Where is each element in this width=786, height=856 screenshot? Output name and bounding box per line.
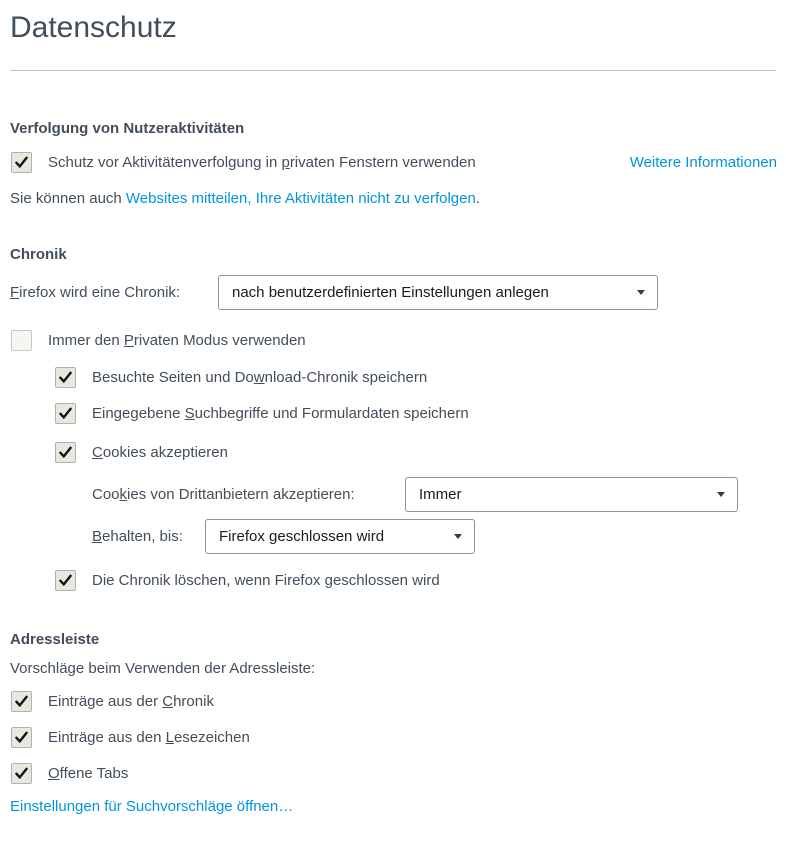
tracking-protection-label: Schutz vor Aktivitätenverfolgung in privaten Fenstern verwenden: [48, 154, 476, 171]
clear-on-close-checkbox[interactable]: [55, 570, 76, 591]
title-divider: [10, 70, 776, 71]
always-private-checkbox[interactable]: [11, 330, 32, 351]
locationbar-intro-text: Vorschläge beim Verwenden der Adressleiste:: [10, 660, 316, 677]
do-not-track-sentence: Sie können auch Websites mitteilen, Ihre Aktivitäten nicht zu verfolgen.: [10, 190, 480, 207]
always-private-label: Immer den Privaten Modus verwenden: [48, 332, 306, 349]
check-icon: [58, 445, 73, 460]
check-icon: [14, 694, 29, 709]
suggest-bookmarks-row: [11, 727, 776, 748]
suggest-open-tabs-checkbox[interactable]: [11, 763, 32, 784]
page-title: Datenschutz: [10, 11, 177, 44]
section-heading-tracking: Verfolgung von Nutzeraktivitäten: [10, 120, 245, 137]
clear-on-close-label: Die Chronik löschen, wenn Firefox geschlossen wird: [92, 572, 440, 589]
accept-cookies-label: Cookies akzeptieren: [92, 444, 228, 461]
third-party-cookies-label: Cookies von Drittanbietern akzeptieren:: [92, 486, 355, 503]
chevron-down-icon: [637, 290, 645, 295]
search-suggestions-line: [10, 797, 776, 817]
search-suggestions-settings-link[interactable]: Einstellungen für Suchvorschläge öffnen…: [10, 798, 294, 815]
suggest-open-tabs-row: [11, 763, 776, 784]
learn-more-link[interactable]: Weitere Informationen: [629, 154, 777, 171]
chevron-down-icon: [717, 492, 725, 497]
chevron-down-icon: [454, 534, 462, 539]
remember-history-label: Besuchte Seiten und Download-Chronik speichern: [92, 369, 428, 386]
tracking-protection-checkbox[interactable]: [11, 152, 32, 173]
remember-history-checkbox[interactable]: [55, 367, 76, 388]
section-heading-history: Chronik: [10, 246, 67, 263]
third-party-cookies-select-value: Immer: [419, 486, 462, 503]
check-icon: [58, 573, 73, 588]
suggest-history-label: Einträge aus der Chronik: [48, 693, 214, 710]
remember-forms-row: [55, 403, 776, 424]
check-icon: [58, 370, 73, 385]
keep-until-select[interactable]: [205, 519, 475, 554]
third-party-cookies-row: [92, 477, 738, 512]
third-party-cookies-select[interactable]: [405, 477, 738, 512]
always-private-row: [11, 330, 776, 351]
remember-forms-checkbox[interactable]: [55, 403, 76, 424]
suggest-bookmarks-label: Einträge aus den Lesezeichen: [48, 729, 250, 746]
history-mode-row: [10, 275, 658, 310]
history-mode-select[interactable]: [218, 275, 658, 310]
check-icon: [58, 406, 73, 421]
history-mode-select-value: nach benutzerdefinierten Einstellungen anlegen: [232, 284, 549, 301]
suggest-history-checkbox[interactable]: [11, 691, 32, 712]
clear-on-close-row: [55, 570, 776, 591]
do-not-track-link[interactable]: Websites mitteilen, Ihre Aktivitäten nicht zu verfolgen: [125, 190, 476, 207]
accept-cookies-row: [55, 442, 776, 463]
remember-forms-label: Eingegebene Suchbegriffe und Formulardaten speichern: [92, 405, 469, 422]
remember-history-row: [55, 367, 776, 388]
keep-until-label: Behalten, bis:: [92, 528, 183, 545]
check-icon: [14, 730, 29, 745]
accept-cookies-checkbox[interactable]: [55, 442, 76, 463]
history-mode-label: Firefox wird eine Chronik:: [10, 284, 181, 301]
tracking-protection-row: [11, 152, 777, 173]
keep-until-select-value: Firefox geschlossen wird: [219, 528, 385, 545]
check-icon: [14, 766, 29, 781]
suggest-history-row: [11, 691, 776, 712]
suggest-bookmarks-checkbox[interactable]: [11, 727, 32, 748]
section-heading-locationbar: Adressleiste: [10, 631, 100, 648]
keep-until-row: [92, 519, 475, 554]
suggest-open-tabs-label: Offene Tabs: [48, 765, 129, 782]
check-icon: [14, 155, 29, 170]
